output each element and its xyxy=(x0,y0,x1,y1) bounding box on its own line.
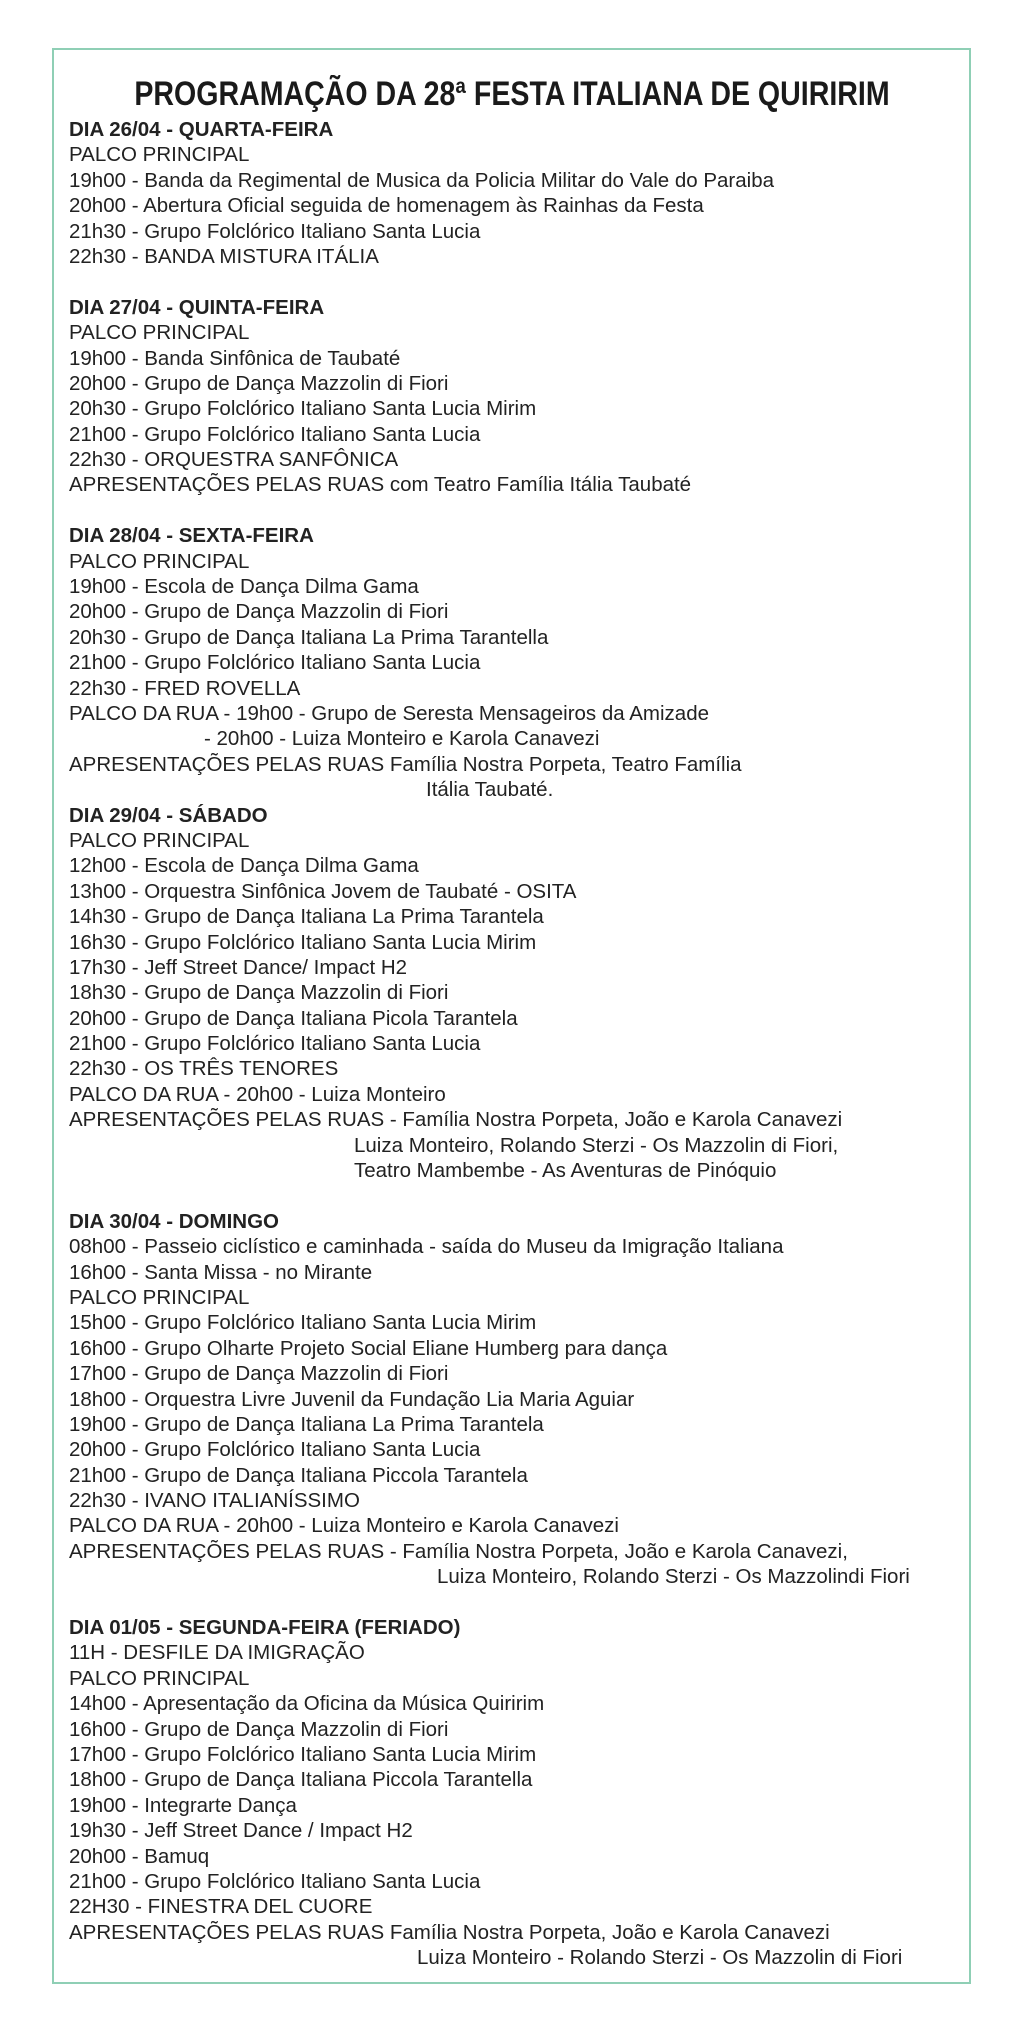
program-line: 19h00 - Banda da Regimental de Musica da Policia Militar do Vale do Paraiba xyxy=(69,168,775,192)
program-line: 19h00 - Banda Sinfônica de Taubaté xyxy=(69,346,401,370)
program-line: PALCO PRINCIPAL xyxy=(69,1285,250,1309)
program-line: 20h00 - Grupo de Dança Italiana Picola Tarantela xyxy=(69,1006,518,1030)
program-line: PALCO PRINCIPAL xyxy=(69,828,250,852)
program-line: 21h00 - Grupo Folclórico Italiano Santa Lucia xyxy=(69,422,481,446)
program-line: APRESENTAÇÕES PELAS RUAS - Família Nostra Porpeta, João e Karola Canavezi, xyxy=(69,1539,848,1563)
program-line: APRESENTAÇÕES PELAS RUAS - Família Nostra Porpeta, João e Karola Canavezi xyxy=(69,1108,843,1132)
program-line: Luiza Monteiro - Rolando Sterzi - Os Mazzolin di Fiori xyxy=(417,1946,903,1970)
program-line: 19h00 - Integrarte Dança xyxy=(69,1793,297,1817)
program-line: 16h30 - Grupo Folclórico Italiano Santa Lucia Mirim xyxy=(69,930,537,954)
section-spacer xyxy=(69,1183,959,1208)
day-heading: DIA 30/04 - DOMINGO xyxy=(69,1209,279,1233)
program-line: 21h00 - Grupo Folclórico Italiano Santa Lucia xyxy=(69,1869,481,1893)
program-line: PALCO DA RUA - 20h00 - Luiza Monteiro xyxy=(69,1082,446,1106)
program-line: 14h30 - Grupo de Dança Italiana La Prima Tarantela xyxy=(69,905,544,929)
program-line: APRESENTAÇÕES PELAS RUAS Família Nostra Porpeta, Teatro Família xyxy=(69,752,742,776)
program-line: 15h00 - Grupo Folclórico Italiano Santa Lucia Mirim xyxy=(69,1311,537,1335)
program-line: 17h00 - Grupo Folclórico Italiano Santa Lucia Mirim xyxy=(69,1743,537,1766)
program-line: APRESENTAÇÕES PELAS RUAS com Teatro Família Itália Taubaté xyxy=(69,473,692,497)
section-spacer xyxy=(69,498,959,523)
program-line: Teatro Mambembe - As Aventuras de Pinóquio xyxy=(354,1159,777,1183)
day-heading: DIA 28/04 - SEXTA-FEIRA xyxy=(69,524,314,548)
program-line: Itália Taubaté. xyxy=(426,778,554,802)
program-line: PALCO PRINCIPAL xyxy=(69,321,250,345)
program-line: 22h30 - IVANO ITALIANÍSSIMO xyxy=(69,1489,360,1513)
program-line: PALCO DA RUA - 19h00 - Grupo de Seresta Mensageiros da Amizade xyxy=(69,701,710,725)
program-line: 20h30 - Grupo de Dança Italiana La Prima Tarantella xyxy=(69,625,549,649)
program-line: 18h00 - Grupo de Dança Italiana Piccola Tarantella xyxy=(69,1768,533,1792)
program-line: PALCO PRINCIPAL xyxy=(69,549,250,573)
program-line: 22h30 - FRED ROVELLA xyxy=(69,676,301,700)
program-line: 14h00 - Apresentação da Oficina da Música Quiririm xyxy=(69,1692,545,1716)
program-line: 22H30 - FINESTRA DEL CUORE xyxy=(69,1895,373,1919)
section-spacer xyxy=(69,1590,959,1615)
program-line: APRESENTAÇÕES PELAS RUAS Família Nostra Porpeta, João e Karola Canavezi xyxy=(69,1920,830,1944)
program-line: 18h00 - Orquestra Livre Juvenil da Fundação Lia Maria Aguiar xyxy=(69,1387,635,1411)
program-line: 19h30 - Jeff Street Dance / Impact H2 xyxy=(69,1819,413,1843)
program-line: 18h30 - Grupo de Dança Mazzolin di Fiori xyxy=(69,981,449,1005)
program-line: 17h00 - Grupo de Dança Mazzolin di Fiori xyxy=(69,1362,449,1386)
program-line: Luiza Monteiro, Rolando Sterzi - Os Mazzolindi Fiori xyxy=(437,1565,910,1589)
program-line: 19h00 - Grupo de Dança Italiana La Prima Tarantela xyxy=(69,1412,544,1436)
section-spacer xyxy=(69,269,959,294)
program-line: 20h30 - Grupo Folclórico Italiano Santa Lucia Mirim xyxy=(69,397,537,421)
program-line: 11H - DESFILE DA IMIGRAÇÃO xyxy=(69,1641,365,1665)
program-line: - 20h00 - Luiza Monteiro e Karola Canavezi xyxy=(204,727,600,751)
day-heading: DIA 01/05 - SEGUNDA-FEIRA (FERIADO) xyxy=(69,1616,461,1640)
program-line: 16h00 - Grupo de Dança Mazzolin di Fiori xyxy=(69,1717,449,1741)
program-line: 17h30 - Jeff Street Dance/ Impact H2 xyxy=(69,955,408,979)
program-line: 19h00 - Escola de Dança Dilma Gama xyxy=(69,575,419,599)
program-line: PALCO DA RUA - 20h00 - Luiza Monteiro e Karola Canavezi xyxy=(69,1514,619,1538)
program-line: 21h00 - Grupo de Dança Italiana Piccola Tarantela xyxy=(69,1463,528,1487)
program-line: 20h00 - Abertura Oficial seguida de homenagem às Rainhas da Festa xyxy=(69,194,704,218)
program-line: 12h00 - Escola de Dança Dilma Gama xyxy=(69,854,419,878)
program-line: 22h30 - OS TRÊS TENORES xyxy=(69,1057,339,1081)
day-heading: DIA 27/04 - QUINTA-FEIRA xyxy=(69,295,325,319)
program-line: 13h00 - Orquestra Sinfônica Jovem de Taubaté - OSITA xyxy=(69,879,577,903)
program-line: 16h00 - Grupo Olharte Projeto Social Eliane Humberg para dança xyxy=(69,1336,668,1360)
program-content xyxy=(69,117,959,1971)
program-line: PALCO PRINCIPAL xyxy=(69,143,250,167)
program-line: 08h00 - Passeio ciclístico e caminhada - saída do Museu da Imigração Italiana xyxy=(69,1235,784,1259)
program-line: 21h00 - Grupo Folclórico Italiano Santa Lucia xyxy=(69,651,481,675)
program-line: 21h30 - Grupo Folclórico Italiano Santa Lucia xyxy=(69,219,481,243)
program-line: Luiza Monteiro, Rolando Sterzi - Os Mazzolin di Fiori, xyxy=(354,1133,839,1157)
program-line: 21h00 - Grupo Folclórico Italiano Santa Lucia xyxy=(69,1032,481,1056)
day-heading: DIA 29/04 - SÁBADO xyxy=(69,803,268,827)
program-line: 20h00 - Bamuq xyxy=(69,1844,210,1868)
program-line: 22h30 - ORQUESTRA SANFÔNICA xyxy=(69,448,399,472)
program-line: 22h30 - BANDA MISTURA ITÁLIA xyxy=(69,244,379,268)
program-line: 20h00 - Grupo de Dança Mazzolin di Fiori xyxy=(69,371,449,395)
program-line: 20h00 - Grupo de Dança Mazzolin di Fiori xyxy=(69,600,449,624)
program-line: PALCO PRINCIPAL xyxy=(69,1666,250,1690)
day-heading: DIA 26/04 - QUARTA-FEIRA xyxy=(69,118,334,141)
program-line: 20h00 - Grupo Folclórico Italiano Santa Lucia xyxy=(69,1438,481,1462)
page-title: PROGRAMAÇÃO DA 28ª FESTA ITALIANA DE QUIRIRIM xyxy=(134,75,890,113)
program-line: 16h00 - Santa Missa - no Mirante xyxy=(69,1260,373,1284)
